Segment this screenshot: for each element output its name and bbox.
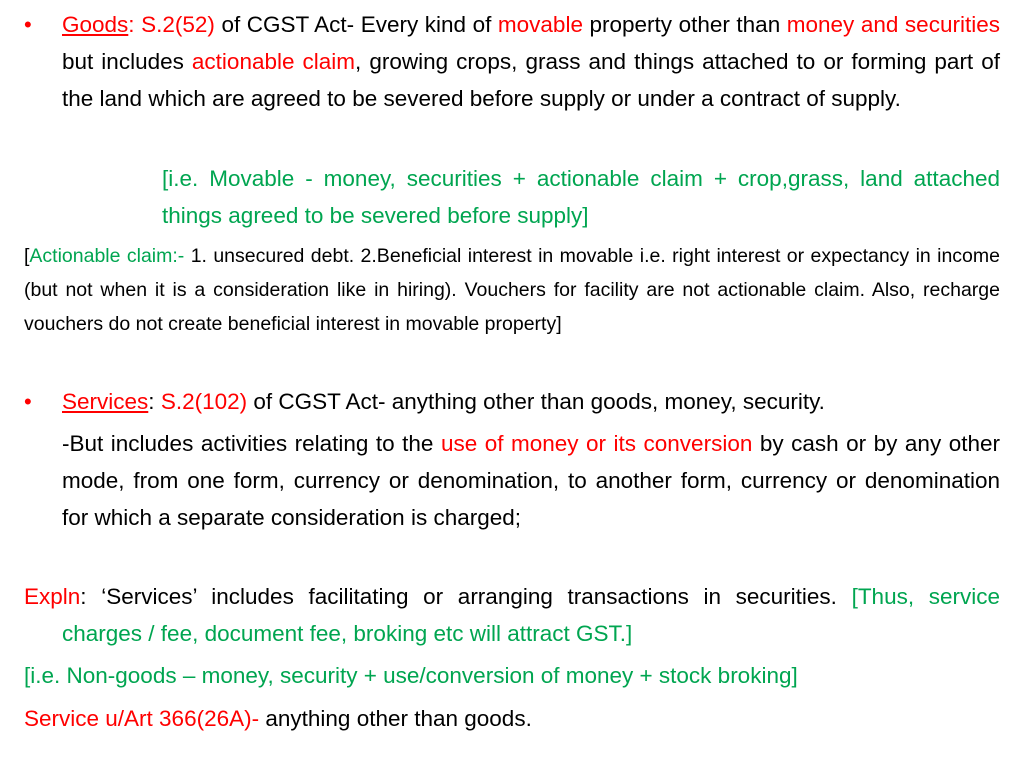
- expln-green-note: [Thus, service charges / fee, document fee, broking etc will attract GST.]: [62, 584, 1000, 646]
- art366-label: Service u/Art 366(26A)-: [24, 706, 260, 731]
- services-definition: [62, 383, 1000, 420]
- goods-term: Goods: [62, 12, 129, 37]
- actionable-claim-label: Actionable claim:-: [29, 245, 185, 267]
- goods-summary-text: [i.e. Movable - money, securities + actionable claim + crop,grass, land attached things agreed to be severed before supply]: [162, 166, 1000, 228]
- explanation: [24, 578, 1000, 652]
- services-bullet: •: [24, 389, 32, 414]
- expln-label: Expln: [24, 584, 81, 609]
- services-use-of-money: use of money or its conversion: [440, 431, 753, 456]
- goods-actionable-claim: actionable claim: [191, 49, 356, 74]
- services-term: Services: [62, 389, 149, 414]
- art366-text: anything other than goods.: [265, 706, 532, 731]
- goods-text-1: of CGST Act- Every kind of: [221, 12, 492, 37]
- non-goods-summary: [24, 657, 1000, 694]
- goods-text-2: property other than: [589, 12, 781, 37]
- goods-bullet: •: [24, 12, 32, 37]
- goods-section: S.2(52): [141, 12, 215, 37]
- actionable-claim-text: 1. unsecured debt. 2.Beneficial interest in movable i.e. right interest or expectancy in income (but not when it is a consideration like in hiring). Vouchers for facility are not actionable claim. Also, recharge vouchers do not create beneficial interest in movable property]: [24, 245, 1000, 335]
- article-366-definition: [24, 700, 1000, 737]
- actionable-claim-note: [24, 239, 1000, 341]
- services-inclusion: [62, 425, 1000, 536]
- services-text-1: of CGST Act- anything other than goods, money, security.: [253, 389, 825, 414]
- goods-summary: [62, 160, 1000, 234]
- goods-colon: :: [128, 12, 135, 37]
- goods-text-3: but includes: [62, 49, 184, 74]
- goods-movable: movable: [497, 12, 583, 37]
- non-goods-text: [i.e. Non-goods – money, security + use/conversion of money + stock broking]: [24, 663, 798, 688]
- expln-text: : ‘Services’ includes facilitating or arranging transactions in securities.: [80, 584, 837, 609]
- goods-money-securities: money and securities: [786, 12, 1000, 37]
- services-colon: :: [148, 389, 155, 414]
- services-inclusion-text-a: -But includes activities relating to the: [62, 431, 434, 456]
- goods-text-4: , growing crops, grass and things attached to or forming part of the land which are agreed to be severed before supply or under a contract of supply.: [62, 49, 1000, 111]
- actionable-bracket: [: [24, 245, 30, 267]
- goods-definition: [62, 6, 1000, 117]
- services-section: S.2(102): [160, 389, 248, 414]
- services-inclusion-text-b: by cash or by any other mode, from one form, currency or denomination, to another form, currency or denomination for which a separate consideration is charged;: [62, 431, 1000, 530]
